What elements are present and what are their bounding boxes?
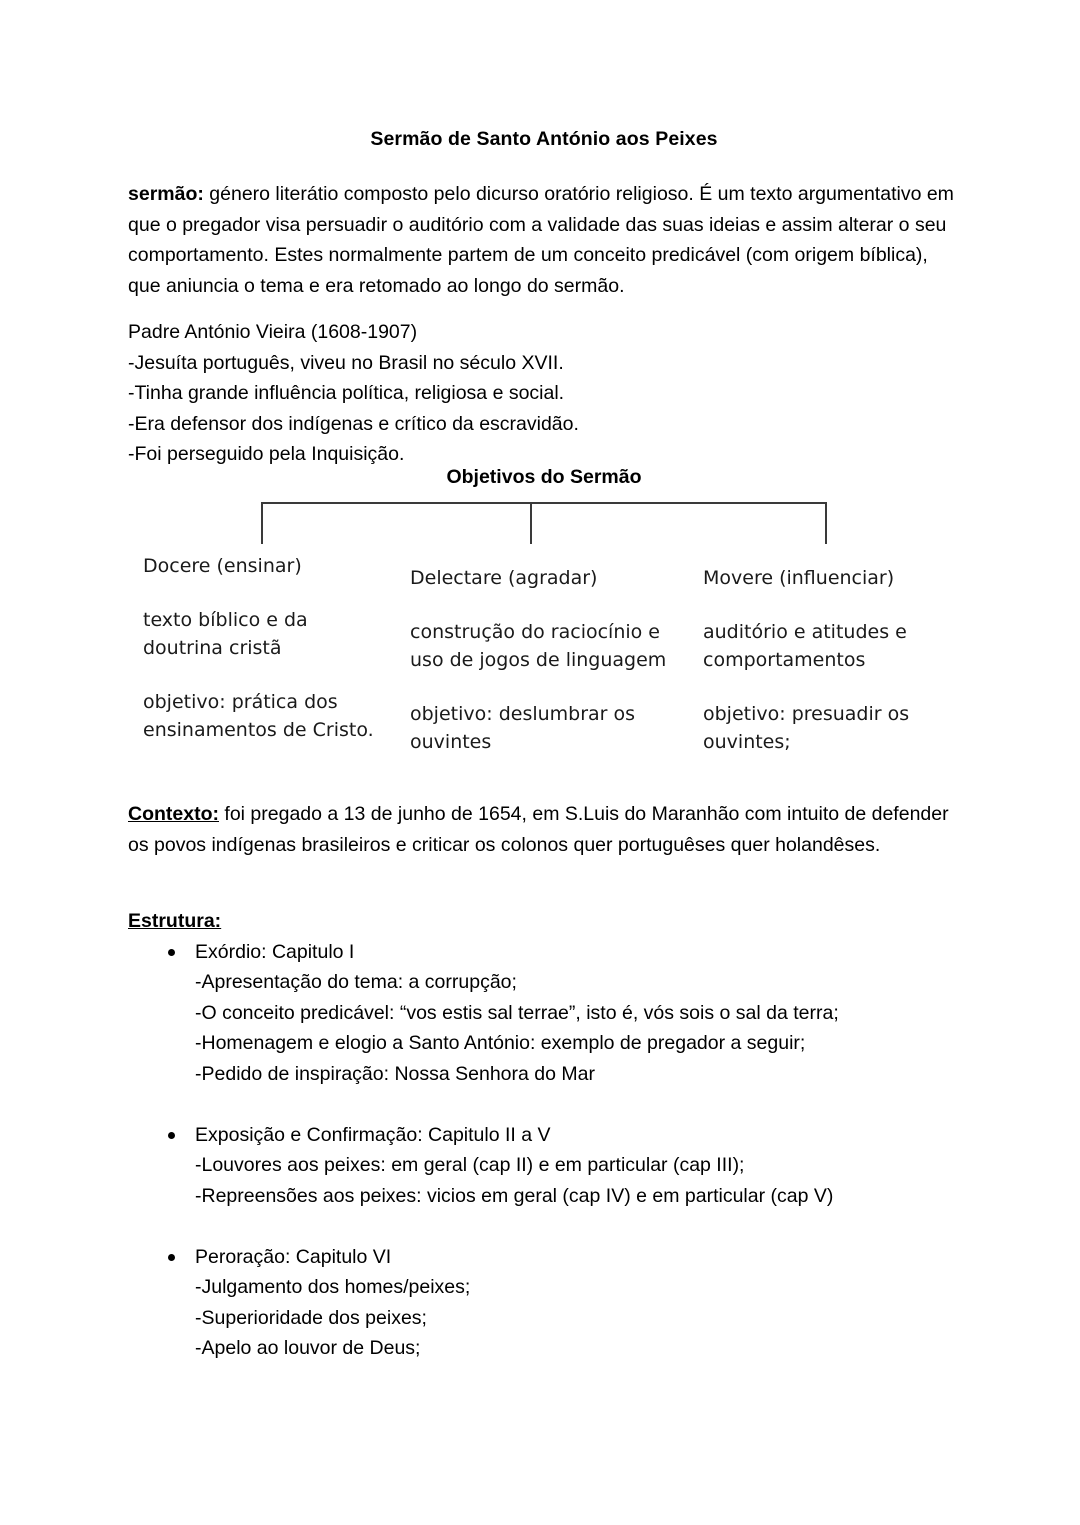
- bullet-icon: [168, 949, 175, 956]
- bracket-drop-left: [261, 502, 263, 544]
- bullet-subitem: -O conceito predicável: “vos estis sal terrae”, isto é, vós sois o sal da terra;: [195, 1001, 839, 1024]
- page-title: Sermão de Santo António aos Peixes: [370, 128, 718, 150]
- diagram-bracket: [261, 502, 827, 544]
- bracket-drop-middle: [530, 502, 532, 544]
- author-heading: Padre António Vieira (1608-1907): [128, 321, 418, 343]
- bullet-title: Exposição e Confirmação: Capitulo II a V: [195, 1123, 551, 1146]
- list-item: [128, 937, 962, 1090]
- author-block: [128, 317, 962, 470]
- bullet-subitem: -Apelo ao louvor de Deus;: [195, 1337, 421, 1359]
- column-content: texto bíblico e da doutrina cristã: [143, 609, 308, 659]
- author-fact: -Tinha grande influência política, religiosa e social.: [128, 382, 565, 404]
- bullet-title: Exórdio: Capitulo I: [195, 940, 355, 963]
- bullet-icon: [168, 1132, 175, 1139]
- bracket-horizontal-line: [261, 502, 827, 504]
- column-heading: Docere (ensinar): [143, 555, 302, 577]
- column-objective: objetivo: prática dos ensinamentos de Cristo.: [143, 691, 374, 741]
- diagram-title: Objetivos do Sermão: [446, 466, 642, 488]
- sermao-definition-text: género literátio composto pelo dicurso oratório religioso. É um texto argumentativo em que o pregador visa persuadir o auditório com a validade das suas ideias e assim alterar o seu comportamento. Estes normalmente partem de um conceito predicável (com origem bíblica), que aniuncia o tema e era retomado ao longo do sermão.: [128, 183, 954, 297]
- diagram-column-movere: [703, 564, 958, 756]
- sermao-definition-paragraph: [128, 179, 962, 301]
- column-objective: objetivo: deslumbrar os ouvintes: [410, 703, 636, 753]
- bullet-title: Peroração: Capitulo VI: [195, 1245, 392, 1268]
- author-fact: -Era defensor dos indígenas e crítico da escravidão.: [128, 412, 579, 435]
- estrutura-heading: Estrutura:: [128, 910, 222, 932]
- bullet-subitem: -Pedido de inspiração: Nossa Senhora do Mar: [195, 1062, 595, 1085]
- diagram-column-docere: [143, 552, 393, 744]
- bullet-icon: [168, 1254, 175, 1261]
- author-fact: -Jesuíta português, viveu no Brasil no século XVII.: [128, 351, 564, 374]
- diagram-column-delectare: [410, 564, 680, 756]
- bullet-subitem: -Apresentação do tema: a corrupção;: [195, 971, 517, 993]
- bullet-subitem: -Superioridade dos peixes;: [195, 1306, 427, 1329]
- column-content: construção do raciocínio e uso de jogos de linguagem: [410, 621, 667, 671]
- estrutura-section: [128, 906, 962, 1364]
- column-heading: Delectare (agradar): [410, 567, 598, 589]
- list-item: [128, 1120, 962, 1212]
- bullet-subitem: -Julgamento dos homes/peixes;: [195, 1276, 471, 1298]
- contexto-label: Contexto:: [128, 803, 219, 825]
- bullet-subitem: -Repreensões aos peixes: vicios em geral (cap IV) e em particular (cap V): [195, 1184, 834, 1207]
- sermao-term: sermão:: [128, 183, 204, 205]
- bullet-subitem: -Homenagem e elogio a Santo António: exemplo de pregador a seguir;: [195, 1032, 806, 1054]
- author-fact: -Foi perseguido pela Inquisição.: [128, 443, 405, 465]
- contexto-text: foi pregado a 13 de junho de 1654, em S.Luis do Maranhão com intuito de defender os povos indígenas brasileiros e criticar os colonos quer portuguêses quer holandêses.: [128, 803, 949, 856]
- list-item: [128, 1242, 962, 1364]
- column-content: auditório e atitudes e comportamentos: [703, 621, 907, 671]
- bracket-drop-right: [825, 502, 827, 544]
- contexto-paragraph: [128, 799, 962, 860]
- column-heading: Movere (influenciar): [703, 567, 895, 589]
- bullet-subitem: -Louvores aos peixes: em geral (cap II) e em particular (cap III);: [195, 1154, 745, 1176]
- objetivos-diagram: [0, 466, 1080, 796]
- column-objective: objetivo: presuadir os ouvintes;: [703, 703, 910, 753]
